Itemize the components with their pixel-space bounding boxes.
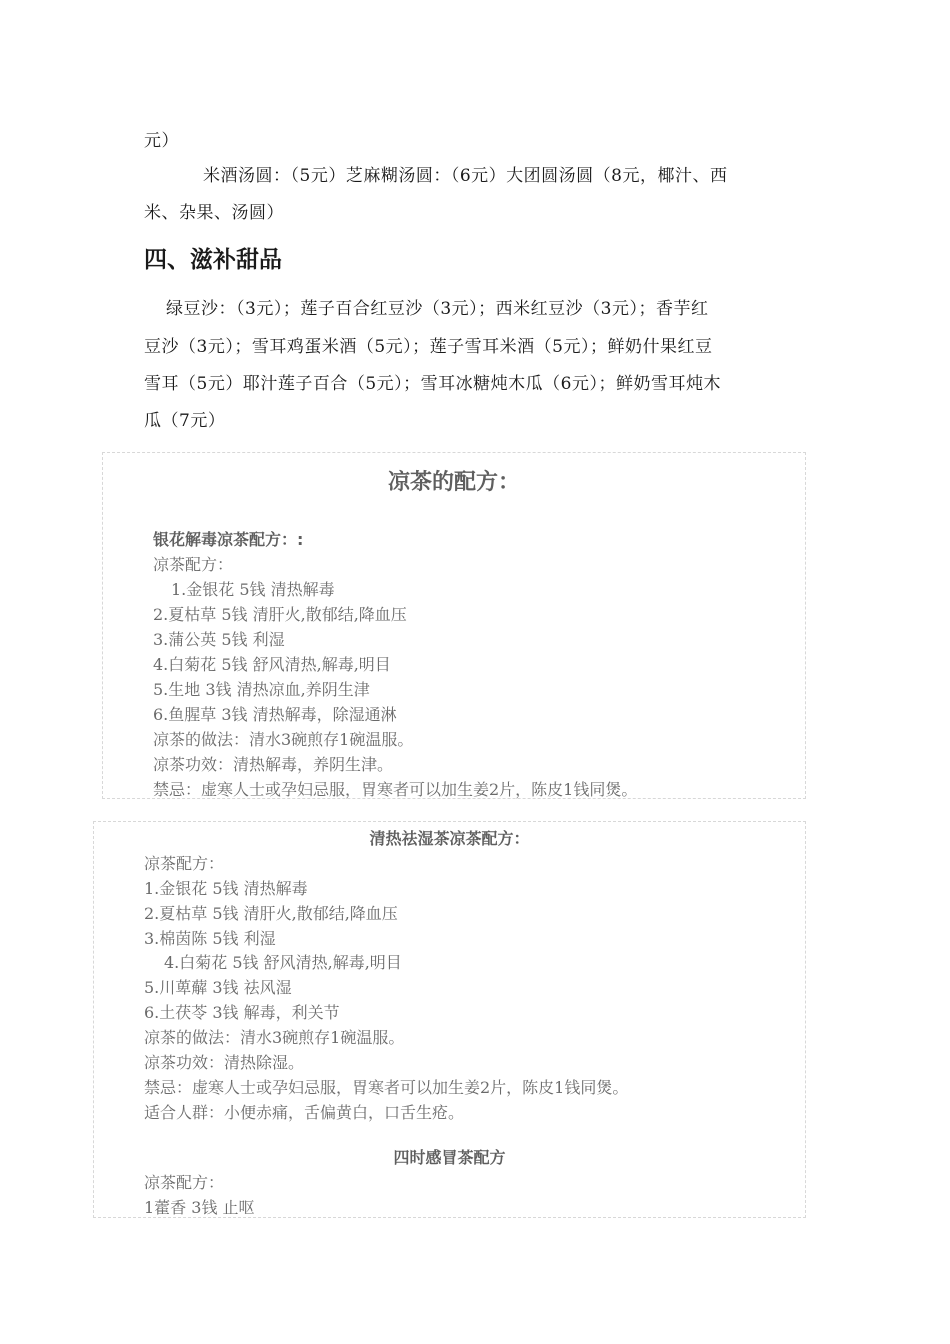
box-title: 凉茶的配方： [387, 470, 520, 495]
recipe-line: 2.夏枯草 5钱 清肝火,散郁结,降血压 [144, 904, 398, 923]
tonic-desserts-line-4: 瓜（7元） [144, 411, 226, 431]
herbal-tea-box-1 [102, 452, 806, 799]
recipe-line: 3.棉茵陈 5钱 利湿 [144, 929, 276, 948]
recipe-line: 凉茶的做法：清水3碗煎存1碗温服。 [153, 730, 414, 749]
tonic-desserts-line-2: 豆沙（3元）；雪耳鸡蛋米酒（5元）；莲子雪耳米酒（5元）；鲜奶什果红豆 [144, 337, 713, 357]
recipe-line: 1藿香 3钱 止呕 [144, 1198, 255, 1217]
recipe-title-dampness: 清热祛湿茶凉茶配方： [369, 829, 530, 848]
recipe-line: 4.白菊花 5钱 舒风清热,解毒,明目 [153, 655, 391, 674]
section-heading-tonic-desserts: 四、滋补甜品 [144, 247, 282, 273]
recipe-line: 凉茶功效：清热解毒，养阴生津。 [153, 755, 394, 774]
recipe-line: 凉茶配方： [144, 854, 225, 873]
recipe-line: 禁忌：虚寒人士或孕妇忌服，胃寒者可以加生姜2片，陈皮1钱同煲。 [144, 1078, 629, 1097]
recipe-line: 凉茶功效：清热除湿。 [144, 1053, 305, 1072]
recipe-line: 凉茶配方： [144, 1173, 225, 1192]
recipe-line: 5.生地 3钱 清热凉血,养阴生津 [153, 680, 370, 699]
recipe-line: 1.金银花 5钱 清热解毒 [144, 879, 308, 898]
tonic-desserts-line-3: 雪耳（5元）耶汁莲子百合（5元）；雪耳冰糖炖木瓜（6元）；鲜奶雪耳炖木 [144, 374, 721, 394]
recipe-line: 3.蒲公英 5钱 利湿 [153, 630, 285, 649]
recipe-line: 凉茶配方： [153, 555, 234, 574]
recipe-title-cold: 四时感冒茶配方 [393, 1148, 506, 1167]
tangyuan-line-3: 米、杂果、汤圆） [144, 203, 284, 223]
recipe-line: 4.白菊花 5钱 舒风清热,解毒,明目 [164, 953, 402, 972]
tangyuan-line-2: 米酒汤圆：（5元）芝麻糊汤圆：（6元）大团圆汤圆（8元，椰汁、西 [203, 166, 728, 186]
recipe-title-honeysuckle: 银花解毒凉茶配方：: [153, 530, 304, 549]
recipe-line: 1.金银花 5钱 清热解毒 [171, 580, 335, 599]
recipe-line: 2.夏枯草 5钱 清肝火,散郁结,降血压 [153, 605, 407, 624]
recipe-line: 禁忌：虚寒人士或孕妇忌服，胃寒者可以加生姜2片，陈皮1钱同煲。 [153, 780, 638, 799]
recipe-line: 6.鱼腥草 3钱 清热解毒，除湿通淋 [153, 705, 397, 724]
herbal-tea-box-2 [93, 821, 806, 1218]
recipe-line: 适合人群：小便赤痛，舌偏黄白，口舌生疮。 [144, 1103, 465, 1122]
recipe-line: 5.川萆薢 3钱 祛风湿 [144, 978, 292, 997]
tonic-desserts-line-1: 绿豆沙：（3元）；莲子百合红豆沙（3元）；西米红豆沙（3元）；香芋红 [166, 299, 709, 319]
tangyuan-line-1: 元） [144, 131, 179, 151]
recipe-line: 凉茶的做法：清水3碗煎存1碗温服。 [144, 1028, 405, 1047]
recipe-line: 6.土茯苓 3钱 解毒，利关节 [144, 1003, 340, 1022]
